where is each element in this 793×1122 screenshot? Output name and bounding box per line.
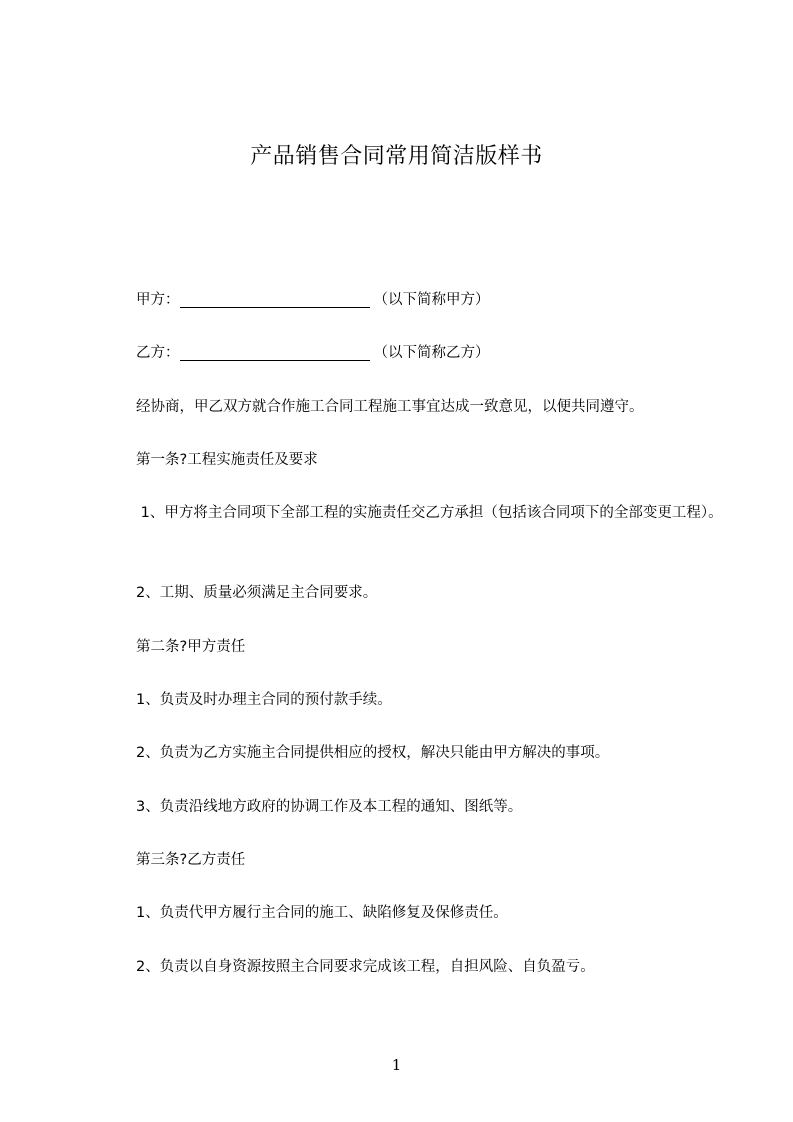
article-3-item-1: 1、负责代甲方履行主合同的施工、缺陷修复及保修责任。	[136, 905, 508, 921]
party-a-note: （以下简称甲方）	[373, 292, 490, 308]
article-1-item-1: 1、甲方将主合同项下全部工程的实施责任交乙方承担（包括该合同项下的全部变更工程）。	[136, 505, 723, 521]
article-2-item-1: 1、负责及时办理主合同的预付款手续。	[136, 692, 392, 708]
party-b-label: 乙方：	[136, 345, 180, 361]
article-2-item-2: 2、负责为乙方实施主合同提供相应的授权，解决只能由甲方解决的事项。	[136, 745, 610, 761]
document-title: 产品销售合同常用简洁版样书	[250, 144, 543, 169]
party-a-blank[interactable]	[180, 289, 370, 308]
party-a-label: 甲方：	[136, 292, 180, 308]
party-a-line	[136, 287, 726, 313]
page-number: 1	[391, 1056, 402, 1074]
party-b-blank[interactable]	[180, 342, 370, 361]
article-1-item-2: 2、工期、质量必须满足主合同要求。	[136, 585, 378, 601]
article-2-heading: 第二条?甲方责任	[136, 639, 246, 655]
article-1-heading: 第一条?工程实施责任及要求	[136, 452, 318, 468]
party-b-line	[136, 340, 726, 366]
article-2-item-3: 3、负责沿线地方政府的协调工作及本工程的通知、图纸等。	[136, 799, 523, 815]
article-3-heading: 第三条?乙方责任	[136, 852, 246, 868]
intro-paragraph: 经协商，甲乙双方就合作施工合同工程施工事宜达成一致意见，以便共同遵守。	[136, 399, 644, 415]
article-3-item-2: 2、负责以自身资源按照主合同要求完成该工程，自担风险、自负盈亏。	[136, 959, 595, 975]
party-b-note: （以下简称乙方）	[373, 345, 490, 361]
